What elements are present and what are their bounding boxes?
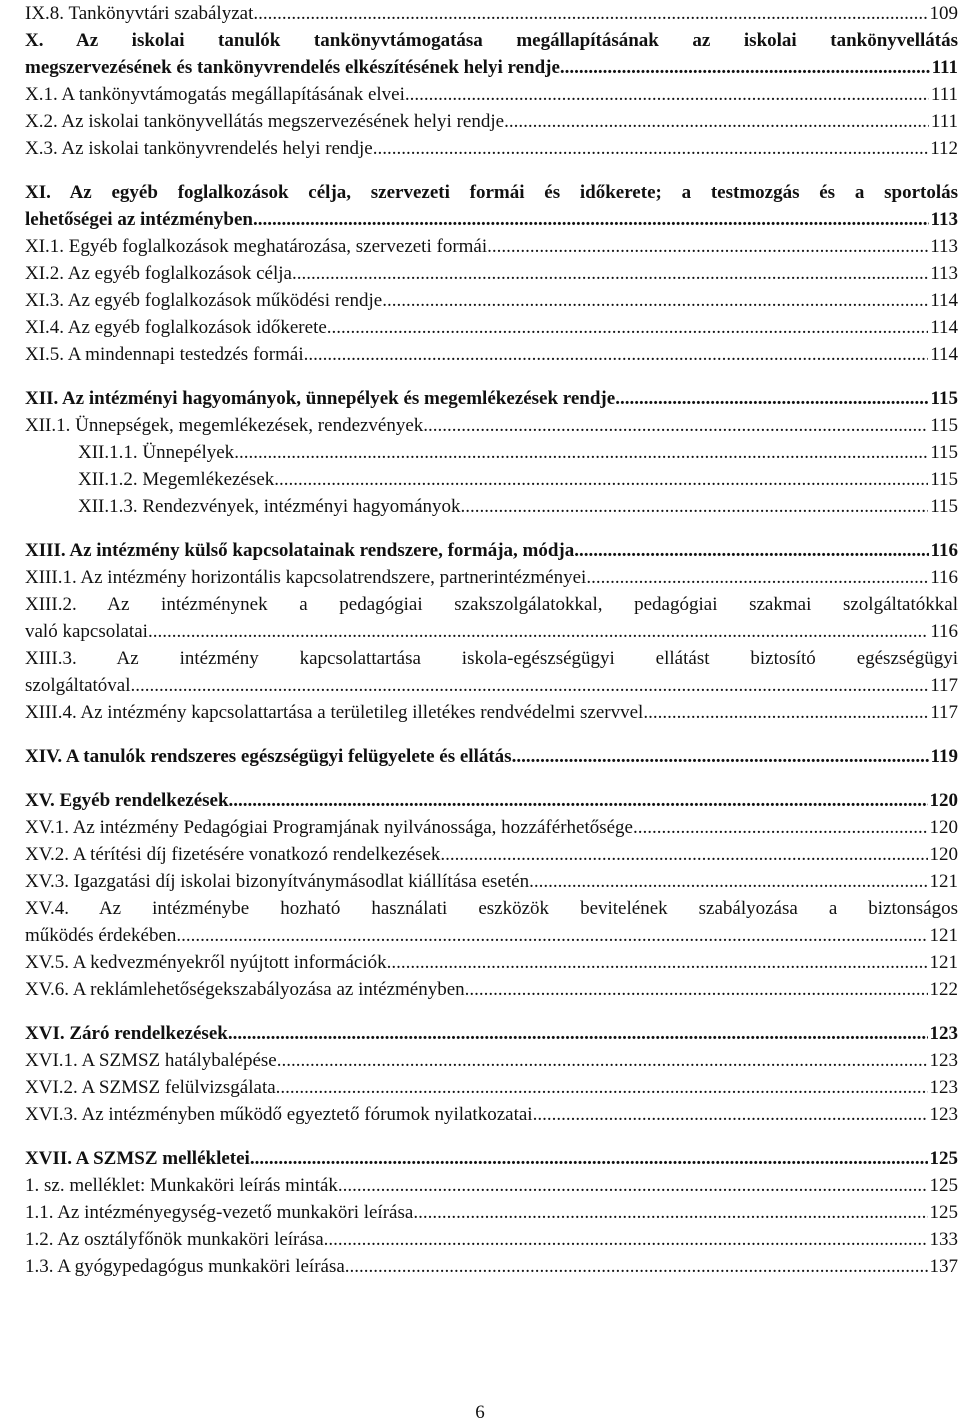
toc-entry-page: 115 (930, 469, 958, 490)
toc-entry-row (25, 949, 958, 976)
toc-entry-label: 1. sz. melléklet: Munkaköri leírás minták (25, 1175, 338, 1196)
toc-entry[interactable] (25, 108, 958, 135)
dot-leader (250, 1145, 928, 1172)
dot-leader (586, 564, 928, 591)
toc-entry-label: XI.3. Az egyéb foglalkozások működési rendje (25, 290, 383, 311)
toc-entry-row (25, 341, 958, 368)
toc-entry[interactable] (25, 0, 958, 27)
toc-entry-label: 1.2. Az osztályfőnök munkaköri leírása (25, 1229, 324, 1250)
dot-leader (131, 672, 929, 699)
toc-entry-page: 120 (929, 817, 958, 838)
toc-entry-page: 121 (929, 925, 958, 946)
toc-entry[interactable] (25, 412, 958, 439)
dot-leader (229, 787, 928, 814)
toc-entry-label: 1.3. A gyógypedagógus munkaköri leírása (25, 1256, 345, 1277)
toc-entry-label: való kapcsolatai (25, 621, 148, 642)
toc-entry-row (25, 868, 958, 895)
dot-leader (440, 841, 927, 868)
dot-leader (405, 81, 929, 108)
dot-leader (327, 314, 928, 341)
toc-entry-page: 115 (930, 496, 958, 517)
toc-entry-page: 114 (930, 290, 958, 311)
toc-entry-row (25, 439, 958, 466)
toc-entry-label: X.3. Az iskolai tankönyvrendelés helyi rendje (25, 138, 373, 159)
toc-entry[interactable] (25, 1226, 958, 1253)
toc-entry-label: XV.6. A reklámlehetőségekszabályozása az intézményben (25, 979, 465, 1000)
toc-entry-label: XIII.4. Az intézmény kapcsolattartása a területileg illetékes rendvédelmi szervvel (25, 702, 644, 723)
toc-entry[interactable] (25, 1172, 958, 1199)
toc-entry-label: 1.1. Az intézményegység-vezető munkaköri leírása (25, 1202, 414, 1223)
dot-leader (504, 108, 929, 135)
dot-leader (228, 1020, 928, 1047)
toc-entry-label: XII.1.3. Rendezvények, intézményi hagyományok (78, 496, 461, 517)
toc-entry[interactable] (25, 341, 958, 368)
toc-entry-title-line: XV.4. Az intézménybe hozható használati eszközök bevitelének szabályozása a biztonságos (25, 898, 958, 919)
toc-entry[interactable] (25, 976, 958, 1003)
toc-entry-page: 115 (930, 388, 958, 409)
toc-entry-row (25, 260, 958, 287)
dot-leader (304, 341, 929, 368)
toc-entry[interactable] (25, 81, 958, 108)
dot-leader (529, 868, 927, 895)
dot-leader (274, 466, 928, 493)
dot-leader (574, 537, 928, 564)
toc-entry-row (25, 841, 958, 868)
toc-entry[interactable] (25, 787, 958, 814)
toc-entry[interactable] (25, 537, 958, 564)
dot-leader (277, 1047, 928, 1074)
toc-entry-page: 121 (929, 871, 958, 892)
toc-entry[interactable] (25, 743, 958, 770)
toc-entry[interactable] (25, 233, 958, 260)
toc-entry-title-line: XIII.3. Az intézmény kapcsolattartása iskola-egészségügyi ellátást biztosító egészségügyi (25, 648, 958, 669)
toc-entry-page: 112 (930, 138, 958, 159)
toc-entry-label: XVI. Záró rendelkezések (25, 1023, 228, 1044)
dot-leader (382, 287, 928, 314)
toc-entry[interactable] (25, 287, 958, 314)
toc-entry-row (25, 537, 958, 564)
toc-entry[interactable] (25, 466, 958, 493)
toc-entry-page: 125 (929, 1175, 958, 1196)
toc-entry-page: 123 (929, 1104, 958, 1125)
toc-entry[interactable] (25, 1047, 958, 1074)
toc-entry-label: XVI.2. A SZMSZ felülvizsgálata (25, 1077, 276, 1098)
toc-entry-page: 113 (930, 209, 958, 230)
toc-entry-row (25, 54, 958, 81)
toc-entry-page: 116 (930, 540, 958, 561)
toc-entry-row (25, 564, 958, 591)
toc-entry-label: lehetőségei az intézményben (25, 209, 253, 230)
toc-entry-label: XV.5. A kedvezményekről nyújtott információk (25, 952, 387, 973)
toc-entry-label: XII.1.1. Ünnepélyek (78, 442, 235, 463)
dot-leader (643, 699, 928, 726)
toc-entry-label: XI.2. Az egyéb foglalkozások célja (25, 263, 292, 284)
toc-entry[interactable] (25, 895, 958, 949)
toc-entry-label: XVII. A SZMSZ mellékletei (25, 1148, 250, 1169)
toc-entry[interactable] (25, 591, 958, 645)
toc-entry-row (25, 314, 958, 341)
toc-entry[interactable] (25, 27, 958, 81)
toc-entry-label: XVI.1. A SZMSZ hatálybalépése (25, 1050, 277, 1071)
toc-entry-page: 122 (929, 979, 958, 1000)
dot-leader (338, 1172, 928, 1199)
toc-entry-row (25, 385, 958, 412)
toc-entry-label: működés érdekében (25, 925, 177, 946)
toc-entry-row (25, 493, 958, 520)
table-of-contents (25, 0, 958, 1280)
toc-entry-row (25, 814, 958, 841)
page-number: 6 (475, 1402, 485, 1423)
dot-leader (633, 814, 928, 841)
toc-entry-page: 120 (929, 790, 958, 811)
toc-entry-page: 111 (930, 84, 958, 105)
toc-entry-label: megszervezésének és tankönyvrendelés elkészítésének helyi rendje (25, 57, 560, 78)
toc-entry-label: XIII. Az intézmény külső kapcsolatainak rendszere, formája, módja (25, 540, 575, 561)
dot-leader (148, 618, 928, 645)
toc-entry-row (25, 618, 958, 645)
toc-entry-row (25, 0, 958, 27)
toc-entry-row (25, 1199, 958, 1226)
toc-entry[interactable] (25, 1101, 958, 1128)
toc-entry[interactable] (25, 949, 958, 976)
toc-entry[interactable] (25, 645, 958, 699)
toc-entry-page: 133 (929, 1229, 958, 1250)
toc-entry[interactable] (25, 564, 958, 591)
toc-entry-page: 113 (930, 236, 958, 257)
dot-leader (234, 439, 928, 466)
dot-leader (292, 260, 928, 287)
toc-entry-page: 111 (931, 57, 958, 78)
toc-entry[interactable] (25, 385, 958, 412)
toc-entry-page: 116 (930, 621, 958, 642)
toc-entry-row (25, 466, 958, 493)
toc-entry[interactable] (25, 1199, 958, 1226)
toc-entry-label: XV. Egyéb rendelkezések (25, 790, 229, 811)
toc-entry-label: XIII.1. Az intézmény horizontális kapcsolatrendszere, partnerintézményei (25, 567, 587, 588)
toc-entry-title-line: XIII.2. Az intézménynek a pedagógiai szakszolgálatokkal, pedagógiai szakmai szolgáltatókkal (25, 594, 958, 615)
toc-entry-row (25, 787, 958, 814)
toc-entry-row (25, 1145, 958, 1172)
dot-leader (560, 54, 930, 81)
toc-entry-label: XIV. A tanulók rendszeres egészségügyi felügyelete és ellátás (25, 746, 512, 767)
toc-entry[interactable] (25, 841, 958, 868)
dot-leader (373, 135, 928, 162)
toc-entry-page: 123 (929, 1023, 958, 1044)
toc-entry-title-line: XI. Az egyéb foglalkozások célja, szervezeti formái és időkerete; a testmozgás és a sportolás (25, 182, 958, 203)
toc-entry-row (25, 1253, 958, 1280)
toc-entry-label: X.2. Az iskolai tankönyvellátás megszervezésének helyi rendje (25, 111, 505, 132)
toc-entry-label: szolgáltatóval (25, 675, 131, 696)
toc-entry-label: XII.1.2. Megemlékezések (78, 469, 275, 490)
toc-entry-row (25, 1101, 958, 1128)
dot-leader (512, 743, 929, 770)
toc-entry-row (25, 206, 958, 233)
toc-entry-row (25, 976, 958, 1003)
toc-entry-label: XI.5. A mindennapi testedzés formái (25, 344, 304, 365)
dot-leader (253, 206, 929, 233)
toc-entry-label: XVI.3. Az intézményben működő egyeztető fórumok nyilatkozatai (25, 1104, 533, 1125)
dot-leader (345, 1253, 928, 1280)
dot-leader (423, 412, 928, 439)
toc-entry-page: 125 (929, 1148, 958, 1169)
dot-leader (324, 1226, 928, 1253)
toc-entry-row (25, 922, 958, 949)
dot-leader (387, 949, 928, 976)
toc-entry-label: XV.3. Igazgatási díj iskolai bizonyítványmásodlat kiállítása esetén (25, 871, 530, 892)
toc-entry[interactable] (25, 260, 958, 287)
toc-entry-row (25, 1074, 958, 1101)
toc-entry-page: 117 (930, 702, 958, 723)
toc-entry[interactable] (25, 814, 958, 841)
toc-entry-page: 125 (929, 1202, 958, 1223)
toc-entry-page: 123 (929, 1050, 958, 1071)
toc-entry-label: XI.4. Az egyéb foglalkozások időkerete (25, 317, 327, 338)
toc-entry-label: XII. Az intézményi hagyományok, ünnepélyek és megemlékezések rendje (25, 388, 616, 409)
toc-entry-row (25, 81, 958, 108)
toc-entry[interactable] (25, 493, 958, 520)
toc-entry[interactable] (25, 179, 958, 233)
dot-leader (615, 385, 928, 412)
dot-leader (413, 1199, 927, 1226)
toc-entry-label: XV.1. Az intézmény Pedagógiai Programjának nyilvánossága, hozzáférhetősége (25, 817, 633, 838)
dot-leader (487, 233, 928, 260)
toc-entry-title-line: X. Az iskolai tanulók tankönyvtámogatása megállapításának az iskolai tankönyvellátás (25, 30, 958, 51)
toc-entry-page: 111 (930, 111, 958, 132)
dot-leader (276, 1074, 928, 1101)
toc-entry[interactable] (25, 135, 958, 162)
toc-entry[interactable] (25, 1074, 958, 1101)
toc-entry-row (25, 287, 958, 314)
toc-entry-page: 117 (930, 675, 958, 696)
toc-entry-row (25, 1020, 958, 1047)
toc-entry-row (25, 699, 958, 726)
dot-leader (176, 922, 927, 949)
toc-entry-page: 137 (929, 1256, 958, 1277)
toc-entry-row (25, 233, 958, 260)
toc-entry-page: 120 (929, 844, 958, 865)
dot-leader (465, 976, 928, 1003)
toc-entry-page: 116 (930, 567, 958, 588)
toc-entry-page: 123 (929, 1077, 958, 1098)
toc-entry-page: 114 (930, 317, 958, 338)
toc-entry-page: 115 (930, 415, 958, 436)
toc-entry-label: XI.1. Egyéb foglalkozások meghatározása, szervezeti formái (25, 236, 488, 257)
toc-entry[interactable] (25, 439, 958, 466)
dot-leader (533, 1101, 928, 1128)
toc-entry-row (25, 412, 958, 439)
toc-entry[interactable] (25, 868, 958, 895)
toc-entry-row (25, 1172, 958, 1199)
toc-entry-row (25, 1047, 958, 1074)
toc-entry[interactable] (25, 1253, 958, 1280)
toc-entry[interactable] (25, 699, 958, 726)
toc-entry-row (25, 672, 958, 699)
dot-leader (461, 493, 929, 520)
toc-entry-label: XII.1. Ünnepségek, megemlékezések, rendezvények (25, 415, 424, 436)
toc-entry-page: 113 (930, 263, 958, 284)
dot-leader (253, 0, 927, 27)
toc-entry-page: 114 (930, 344, 958, 365)
toc-entry-page: 121 (929, 952, 958, 973)
toc-entry-label: IX.8. Tankönyvtári szabályzat (25, 3, 254, 24)
toc-entry-row (25, 743, 958, 770)
toc-entry-row (25, 135, 958, 162)
toc-entry[interactable] (25, 1145, 958, 1172)
toc-entry-label: X.1. A tankönyvtámogatás megállapításának elvei (25, 84, 405, 105)
toc-entry-row (25, 1226, 958, 1253)
toc-entry-row (25, 108, 958, 135)
toc-entry[interactable] (25, 314, 958, 341)
toc-entry[interactable] (25, 1020, 958, 1047)
toc-entry-label: XV.2. A térítési díj fizetésére vonatkozó rendelkezések (25, 844, 441, 865)
toc-entry-page: 119 (930, 746, 958, 767)
toc-entry-page: 115 (930, 442, 958, 463)
toc-entry-page: 109 (929, 3, 958, 24)
